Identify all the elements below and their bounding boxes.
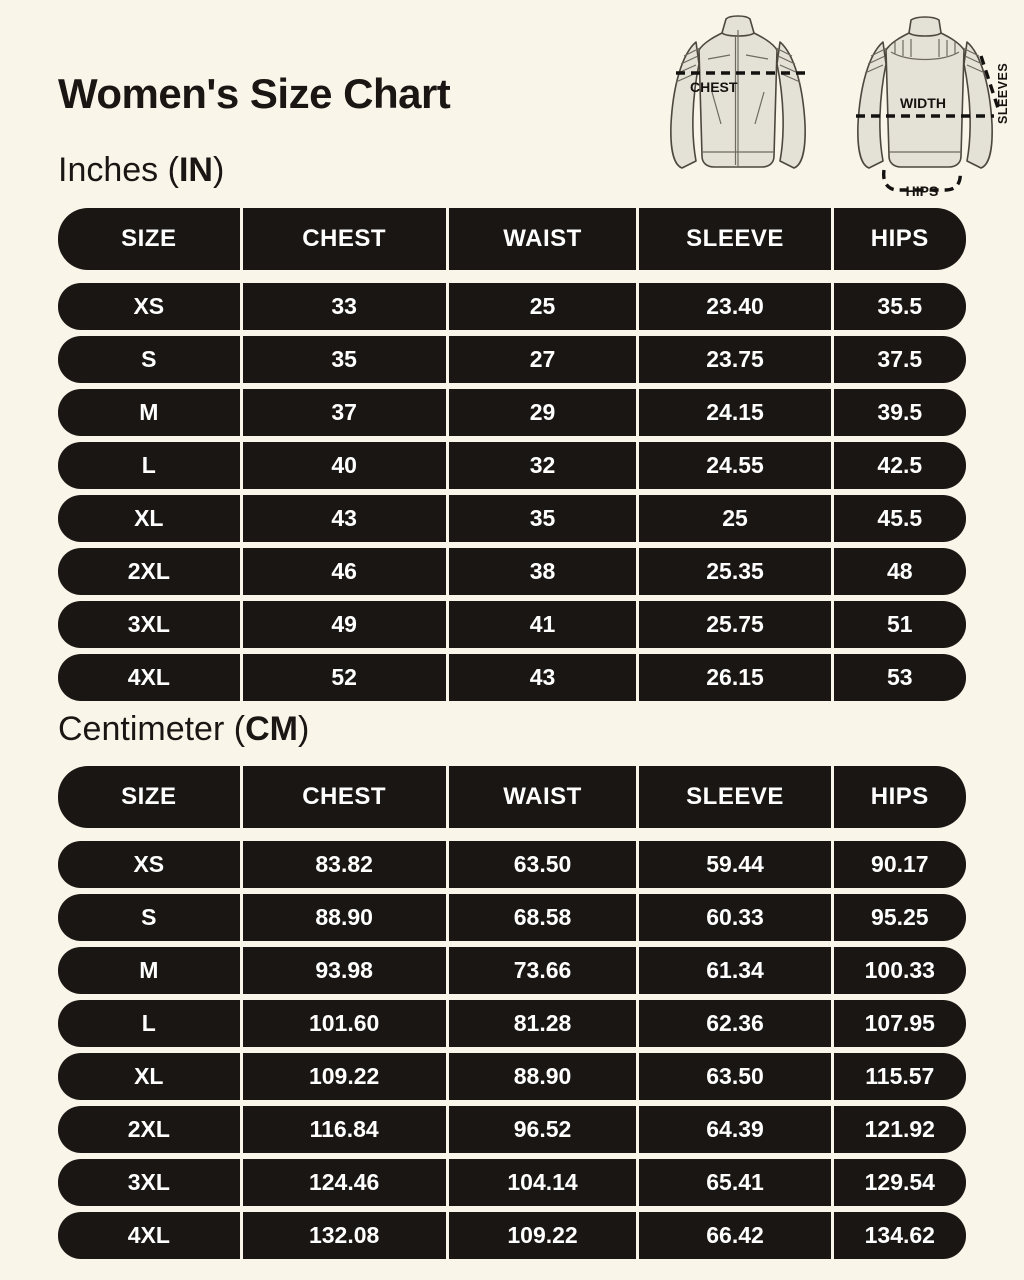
page-title: Women's Size Chart (58, 70, 451, 117)
cell-sleeve: 24.55 (636, 442, 830, 489)
cell-waist: 32 (446, 442, 637, 489)
cell-hips: 90.17 (831, 841, 966, 888)
header-cell-chest: CHEST (240, 208, 446, 270)
size-row-m (58, 389, 966, 436)
header-cell-chest: CHEST (240, 766, 446, 828)
header-cell-hips: HIPS (831, 208, 966, 270)
cell-waist: 96.52 (446, 1106, 637, 1153)
cell-chest: 49 (240, 601, 446, 648)
cell-hips: 39.5 (831, 389, 966, 436)
size-row-xl (58, 495, 966, 542)
cell-sleeve: 24.15 (636, 389, 830, 436)
header-cell-hips: HIPS (831, 766, 966, 828)
centimeter-heading-name: Centimeter ( (58, 710, 246, 749)
cell-hips: 51 (831, 601, 966, 648)
size-row-l (58, 442, 966, 489)
cell-size: L (141, 1009, 156, 1036)
cell-size: 2XL (127, 558, 170, 585)
cell-sleeve: 25 (636, 495, 830, 542)
cell-sleeve: 66.42 (636, 1212, 830, 1259)
cell-size: S (141, 346, 157, 373)
jacket-measurement-diagram (660, 6, 1010, 198)
size-row-s (58, 894, 966, 941)
cell-size: XS (133, 293, 165, 320)
jacket-back-view (858, 17, 992, 168)
cell-size: M (139, 956, 159, 983)
centimeter-section (58, 707, 966, 1258)
sleeves-label: SLEEVES (996, 62, 1010, 124)
cell-hips: 35.5 (831, 283, 966, 330)
cell-hips: 53 (831, 654, 966, 701)
cell-size: XL (134, 1062, 164, 1089)
cell-size: 3XL (127, 1168, 170, 1195)
cell-waist: 38 (446, 548, 637, 595)
cell-size: XS (133, 850, 165, 877)
cell-waist: 109.22 (446, 1212, 637, 1259)
header-cell-waist: WAIST (446, 208, 637, 270)
cell-waist: 88.90 (446, 1053, 637, 1100)
size-row-2xl (58, 1106, 966, 1153)
cell-chest: 52 (240, 654, 446, 701)
inches-heading-name: Inches ( (58, 151, 179, 190)
cell-sleeve: 64.39 (636, 1106, 830, 1153)
header-cell-sleeve: SLEEVE (636, 208, 830, 270)
cell-chest: 109.22 (240, 1053, 446, 1100)
cell-size: 2XL (127, 1115, 170, 1142)
inches-heading-close: ) (212, 151, 225, 190)
cell-waist: 63.50 (446, 841, 637, 888)
cell-chest: 40 (240, 442, 446, 489)
hips-label: HIPS (905, 183, 939, 198)
centimeter-heading (58, 707, 966, 751)
size-row-xs (58, 841, 966, 888)
cell-chest: 35 (240, 336, 446, 383)
header-cell-size: SIZE (121, 225, 177, 253)
inches-size-table (58, 208, 966, 701)
cell-chest: 37 (240, 389, 446, 436)
cell-chest: 33 (240, 283, 446, 330)
size-row-4xl (58, 1212, 966, 1259)
cell-hips: 45.5 (831, 495, 966, 542)
inches-section (58, 148, 966, 701)
cell-sleeve: 59.44 (636, 841, 830, 888)
cell-waist: 29 (446, 389, 637, 436)
cell-hips: 48 (831, 548, 966, 595)
cell-waist: 41 (446, 601, 637, 648)
cell-chest: 46 (240, 548, 446, 595)
cell-hips: 42.5 (831, 442, 966, 489)
cell-sleeve: 25.35 (636, 548, 830, 595)
cell-sleeve: 23.40 (636, 283, 830, 330)
header-cell-size: SIZE (121, 782, 177, 810)
size-row-l (58, 1000, 966, 1047)
size-row-xs (58, 283, 966, 330)
cell-hips: 37.5 (831, 336, 966, 383)
cell-chest: 124.46 (240, 1159, 446, 1206)
cell-size: 4XL (127, 1221, 170, 1248)
centimeter-size-table (58, 766, 966, 1259)
cell-chest: 88.90 (240, 894, 446, 941)
header-row (58, 208, 966, 270)
cell-sleeve: 65.41 (636, 1159, 830, 1206)
cell-hips: 95.25 (831, 894, 966, 941)
size-row-3xl (58, 1159, 966, 1206)
cell-sleeve: 23.75 (636, 336, 830, 383)
header-cell-sleeve: SLEEVE (636, 766, 830, 828)
cell-hips: 121.92 (831, 1106, 966, 1153)
cell-waist: 35 (446, 495, 637, 542)
size-row-s (58, 336, 966, 383)
cell-waist: 68.58 (446, 894, 637, 941)
cell-waist: 25 (446, 283, 637, 330)
cell-waist: 27 (446, 336, 637, 383)
size-row-3xl (58, 601, 966, 648)
cell-chest: 83.82 (240, 841, 446, 888)
width-label: WIDTH (900, 95, 946, 111)
cell-size: L (141, 452, 156, 479)
chest-label: CHEST (690, 79, 738, 95)
cell-hips: 115.57 (831, 1053, 966, 1100)
centimeter-heading-close: ) (297, 710, 310, 749)
cell-size: 3XL (127, 611, 170, 638)
cell-hips: 107.95 (831, 1000, 966, 1047)
cell-size: XL (134, 505, 164, 532)
size-row-xl (58, 1053, 966, 1100)
cell-chest: 43 (240, 495, 446, 542)
cell-hips: 134.62 (831, 1212, 966, 1259)
cell-waist: 81.28 (446, 1000, 637, 1047)
centimeter-heading-abbr: CM (245, 710, 298, 749)
cell-sleeve: 63.50 (636, 1053, 830, 1100)
cell-size: M (139, 399, 159, 426)
cell-sleeve: 61.34 (636, 947, 830, 994)
cell-waist: 104.14 (446, 1159, 637, 1206)
cell-chest: 93.98 (240, 947, 446, 994)
cell-sleeve: 25.75 (636, 601, 830, 648)
cell-sleeve: 26.15 (636, 654, 830, 701)
header-cell-waist: WAIST (446, 766, 637, 828)
cell-sleeve: 60.33 (636, 894, 830, 941)
cell-hips: 100.33 (831, 947, 966, 994)
size-row-4xl (58, 654, 966, 701)
cell-waist: 73.66 (446, 947, 637, 994)
cell-chest: 101.60 (240, 1000, 446, 1047)
size-row-m (58, 947, 966, 994)
inches-heading-abbr: IN (178, 151, 213, 190)
header-row (58, 766, 966, 828)
cell-size: S (141, 903, 157, 930)
cell-chest: 116.84 (240, 1106, 446, 1153)
size-row-2xl (58, 548, 966, 595)
cell-size: 4XL (127, 664, 170, 691)
cell-sleeve: 62.36 (636, 1000, 830, 1047)
cell-hips: 129.54 (831, 1159, 966, 1206)
cell-waist: 43 (446, 654, 637, 701)
cell-chest: 132.08 (240, 1212, 446, 1259)
